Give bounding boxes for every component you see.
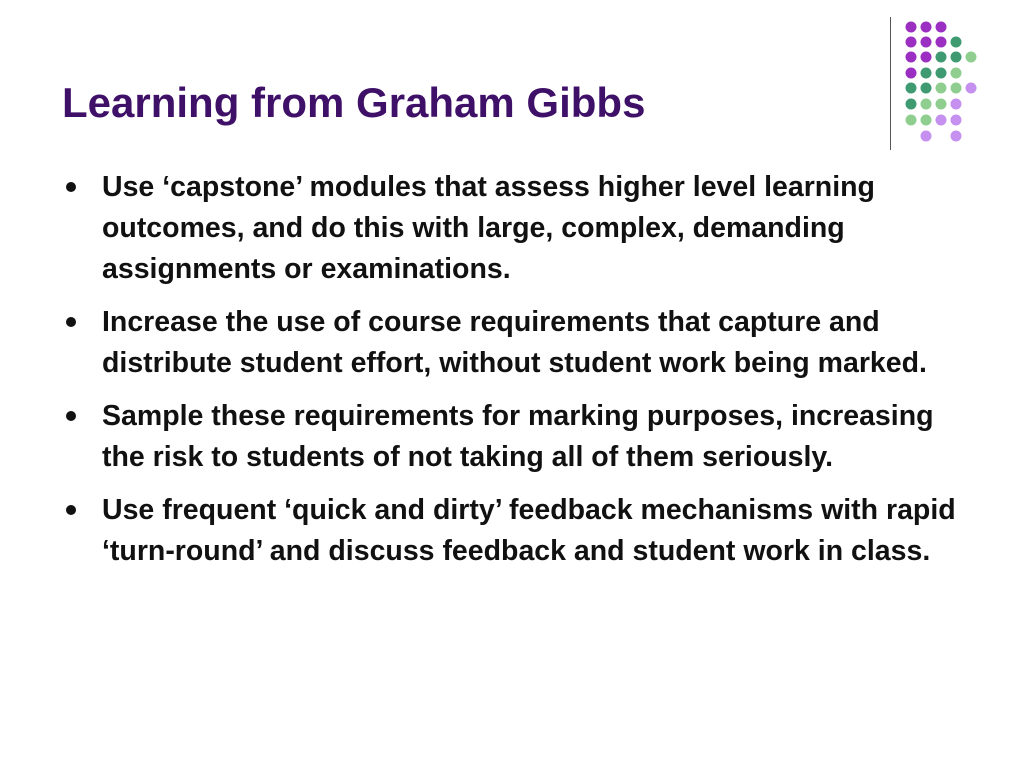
bullet-item [0, 167, 962, 290]
decor-dot [906, 68, 917, 79]
decor-dot [921, 115, 932, 126]
title-divider-line [890, 17, 891, 150]
decor-dot [951, 131, 962, 142]
decor-dot [921, 131, 932, 142]
bullet-text: Use frequent ‘quick and dirty’ feedback mechanisms with rapid ‘turn-round’ and discuss feedback and student work in class. [102, 494, 956, 567]
decor-dot [966, 83, 977, 94]
decor-dot [906, 22, 917, 33]
decor-dot [936, 68, 947, 79]
bullet-point-icon [66, 505, 76, 515]
decor-dot [951, 83, 962, 94]
bullet-list [0, 167, 1024, 584]
decor-dot [951, 115, 962, 126]
decor-dot [936, 22, 947, 33]
decor-dot [906, 37, 917, 48]
decor-dot [921, 22, 932, 33]
decor-dot [921, 83, 932, 94]
decor-dot [921, 52, 932, 63]
bullet-item [0, 490, 962, 572]
decor-dot [906, 52, 917, 63]
bullet-item [0, 302, 962, 384]
bullet-point-icon [66, 317, 76, 327]
decor-dot [921, 99, 932, 110]
decor-dot [921, 68, 932, 79]
decor-dot [936, 52, 947, 63]
bullet-item [0, 396, 962, 478]
decor-dot [951, 52, 962, 63]
bullet-text: Use ‘capstone’ modules that assess higher level learning outcomes, and do this with large, complex, demanding assignments or examinations. [102, 171, 875, 285]
decor-dot [966, 52, 977, 63]
decor-dot [936, 37, 947, 48]
decor-dot [951, 68, 962, 79]
decor-dot [906, 99, 917, 110]
decor-dot [906, 115, 917, 126]
decor-dot [951, 99, 962, 110]
decor-dot [936, 115, 947, 126]
decor-dot [936, 83, 947, 94]
decor-dot [921, 37, 932, 48]
decor-dot [906, 83, 917, 94]
decor-dot [936, 99, 947, 110]
bullet-text: Sample these requirements for marking purposes, increasing the risk to students of not taking all of them seriously. [102, 400, 934, 473]
bullet-text: Increase the use of course requirements that capture and distribute student effort, without student work being marked. [102, 306, 927, 379]
bullet-point-icon [66, 182, 76, 192]
bullet-point-icon [66, 411, 76, 421]
decor-dot [951, 37, 962, 48]
slide-title: Learning from Graham Gibbs [62, 79, 646, 126]
